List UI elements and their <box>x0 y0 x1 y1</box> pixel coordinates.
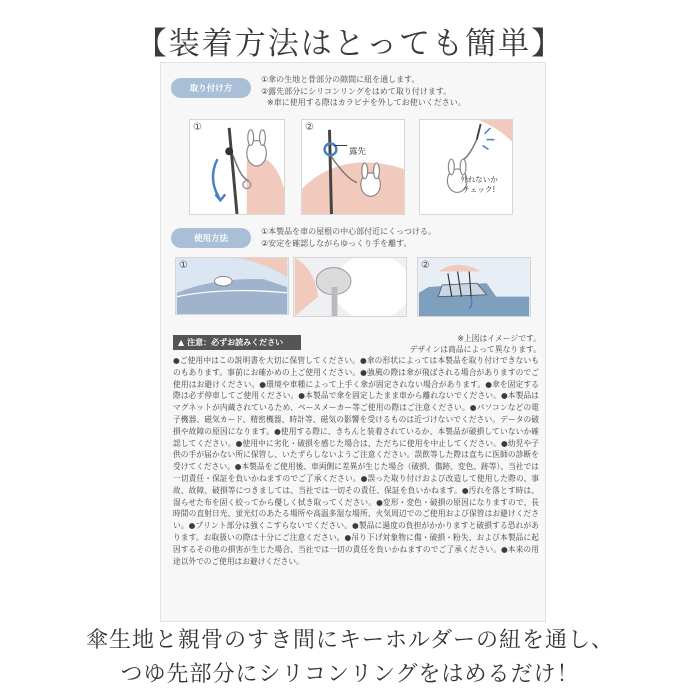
attach-illustration-3 <box>420 120 512 214</box>
attach-photo-1 <box>189 119 285 215</box>
usage-illustration-2 <box>294 258 406 316</box>
attach-illustration-1 <box>190 120 284 214</box>
usage-photo-3 <box>417 257 531 317</box>
attach-steps <box>261 74 466 109</box>
usage-photo-2 <box>293 257 407 317</box>
summary-line-2: つゆ先部分にシリコンリングをはめるだけ！ <box>120 662 580 687</box>
image-note <box>371 333 541 355</box>
usage-illustration-1 <box>176 258 288 314</box>
usage-step-1: ①本製品を車の屋根の中心部付近にくっつける。 <box>261 227 437 236</box>
image-note-line-1: ※上図はイメージです。 <box>457 334 541 343</box>
usage-photo-1-number: ① <box>179 260 188 271</box>
attach-photo-1-number: ① <box>193 122 202 133</box>
summary-line-1: 傘生地と親骨のすき間にキーホルダーの紐を通し、 <box>85 628 615 653</box>
attach-step-1: ①傘の生地と骨部分の隙間に紐を通します。 <box>261 75 420 84</box>
attach-section-label: 取り付け方 <box>171 78 251 98</box>
instruction-card <box>160 62 546 622</box>
attach-photo-2 <box>301 119 405 215</box>
caution-text: ●ご使用中はこの説明書を大切に保管してください。●傘の形状によっては本製品を取り付けできないものもあります。事前にお確かめの上ご使用ください。●強風の際は傘が飛ばされる場合がありますのでご使用はお避けください。●環境や車種によって上手く傘が固定されない場合があります。●傘を固定する際は必ず停車してご使用ください。●本製品で傘を固定したまま車から離れないでください。●本製品はマグネットが内蔵されているため、ペースメーカー等ご使用の際はご注意ください。●パソコンなどの電子機器、磁気カード、精密機器、時計等、磁気の影響を受けるものは近づけないでください。データの破損や故障の原因になります。●使用する際に、きちんと装着されているか、本製品が破損していないか確認してください。●使用中に劣化・破損を感じた場合は、ただちに使用を中止してください。●幼児や子供の手が届かない所に保管し、いたずらしないようご注意ください。誤飲等した際は直ちに医師の診断を受けてください。●本製品をご使用後、車両側に差異が生じた場合（破損、傷跡、変色、跡等）、当社では一切責任・保証を負いかねますのでご了承ください。●誤った取り付けおよび改造して使用した際の、事故、故障、破損等につきましては、当社では一切その責任、保証を負いかねます。●汚れを落とす時は、湿らせた布を固く絞ってから優しく拭き取ってください。●変形・変色・破損の原因になりますので、長時間の直射日光、蛍光灯のあたる場所や高温多湿な場所、火気周辺でのご使用および保管はお避けください。●プリント部分は強くこすらないでください。●製品に過度の負担がかかりますと破損する恐れがあります。お取扱いの際は十分にご注意ください。●吊り下げ対象物に傷・破損・粉失、および本製品に起因するその他の損害が生じた場合、当社では一切の責任を負いかねますのでご了承ください。●本来の用途以外でのご使用はお避けください。 <box>173 356 539 566</box>
usage-photo-3-number: ② <box>421 260 430 271</box>
attach-note: ※車に使用する際はカラビナを外してお使いください。 <box>267 98 466 107</box>
caution-badge-label: 注意：必ずお読みください <box>187 338 284 347</box>
image-note-line-2: デザインは商品によって異なります。 <box>409 345 541 354</box>
check-label: 外れないか チェック! <box>460 175 498 194</box>
attach-step-2: ②露先部分にシリコンリングをはめて取り付けます。 <box>261 86 452 96</box>
usage-section-label: 使用方法 <box>171 228 251 248</box>
attach-photo-2-number: ② <box>305 122 314 133</box>
attach-illustration-2 <box>302 120 404 214</box>
usage-illustration-3 <box>418 258 530 316</box>
warning-icon: ▲ <box>178 338 185 347</box>
attach-photo-3 <box>419 119 513 215</box>
usage-photo-1 <box>175 257 289 315</box>
caution-badge <box>173 335 301 350</box>
usage-step-2: ②安定を確認しながらゆっくり手を離す。 <box>261 238 412 248</box>
page-title: 【装着方法はとっても簡単】 <box>135 26 565 62</box>
usage-steps <box>261 226 436 249</box>
tip-label: 露先 <box>349 147 367 157</box>
